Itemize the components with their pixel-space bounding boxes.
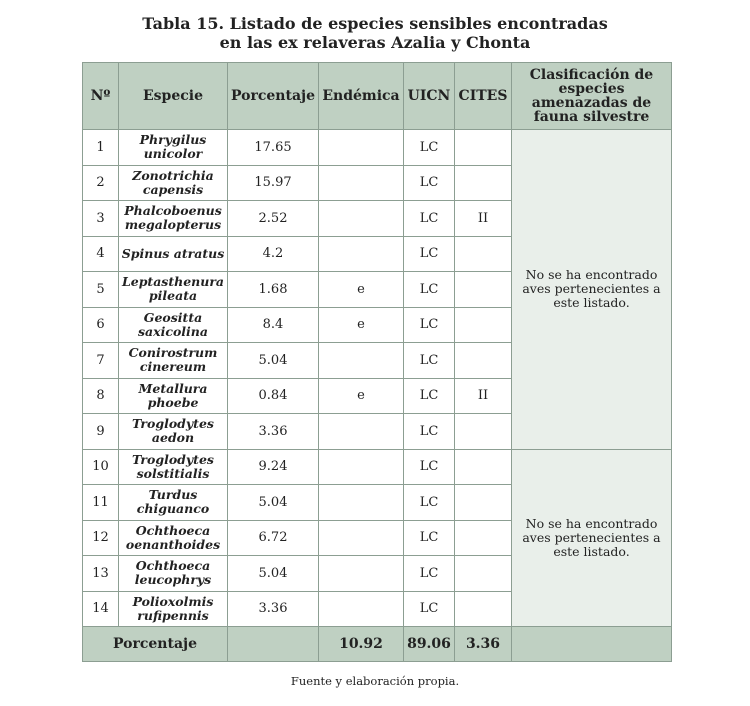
total-endemica: 10.92 — [319, 627, 404, 662]
cell-especie: Conirostrum cinereum — [119, 343, 228, 379]
cell-clasificacion: No se ha encontrado aves pertenecientes a este listado. — [512, 449, 672, 627]
cell-endemica — [319, 591, 404, 627]
cell-porcentaje: 5.04 — [228, 556, 319, 592]
cell-especie: Turdus chiguanco — [119, 485, 228, 521]
cell-especie: Troglodytes aedon — [119, 414, 228, 450]
cell-endemica — [319, 520, 404, 556]
cell-uicn: LC — [404, 165, 455, 201]
cell-especie: Phalcoboenus megalopterus — [119, 201, 228, 237]
cell-especie: Leptasthenura pileata — [119, 272, 228, 308]
cell-cites — [455, 556, 512, 592]
cell-porcentaje: 3.36 — [228, 591, 319, 627]
total-porcentaje — [228, 627, 319, 662]
cell-porcentaje: 2.52 — [228, 201, 319, 237]
header-especie: Especie — [119, 63, 228, 130]
cell-especie: Geositta saxicolina — [119, 307, 228, 343]
cell-no: 12 — [83, 520, 119, 556]
cell-endemica — [319, 236, 404, 272]
cell-clasificacion: No se ha encontrado aves pertenecientes a este listado. — [512, 130, 672, 450]
cell-cites: II — [455, 201, 512, 237]
cell-especie: Polioxolmis rufipennis — [119, 591, 228, 627]
cell-porcentaje: 9.24 — [228, 449, 319, 485]
header-clasificacion: Clasificación de especies amenazadas de fauna silvestre — [512, 63, 672, 130]
cell-endemica — [319, 343, 404, 379]
cell-uicn: LC — [404, 236, 455, 272]
cell-uicn: LC — [404, 591, 455, 627]
total-cites: 3.36 — [455, 627, 512, 662]
cell-especie: Phrygilus unicolor — [119, 130, 228, 166]
cell-endemica — [319, 414, 404, 450]
cell-no: 8 — [83, 378, 119, 414]
cell-cites — [455, 449, 512, 485]
header-cites: CITES — [455, 63, 512, 130]
cell-uicn: LC — [404, 201, 455, 237]
cell-no: 1 — [83, 130, 119, 166]
cell-uicn: LC — [404, 485, 455, 521]
cell-cites — [455, 343, 512, 379]
cell-no: 13 — [83, 556, 119, 592]
cell-endemica — [319, 556, 404, 592]
cell-cites — [455, 485, 512, 521]
cell-endemica: e — [319, 307, 404, 343]
cell-no: 3 — [83, 201, 119, 237]
cell-porcentaje: 5.04 — [228, 343, 319, 379]
cell-no: 11 — [83, 485, 119, 521]
cell-porcentaje: 6.72 — [228, 520, 319, 556]
cell-no: 2 — [83, 165, 119, 201]
table-title — [0, 14, 750, 52]
title-line-2: en las ex relaveras Azalia y Chonta — [219, 33, 531, 52]
header-porcentaje: Porcentaje — [228, 63, 319, 130]
cell-no: 14 — [83, 591, 119, 627]
cell-cites — [455, 130, 512, 166]
cell-endemica — [319, 165, 404, 201]
source-note: Fuente y elaboración propia. — [290, 674, 460, 688]
species-table — [82, 62, 672, 662]
cell-no: 5 — [83, 272, 119, 308]
cell-uicn: LC — [404, 130, 455, 166]
cell-uicn: LC — [404, 378, 455, 414]
cell-no: 10 — [83, 449, 119, 485]
cell-endemica: e — [319, 272, 404, 308]
cell-especie: Ochthoeca leucophrys — [119, 556, 228, 592]
cell-no: 6 — [83, 307, 119, 343]
cell-endemica: e — [319, 378, 404, 414]
total-label: Porcentaje — [83, 627, 228, 662]
cell-especie: Metallura phoebe — [119, 378, 228, 414]
total-uicn: 89.06 — [404, 627, 455, 662]
cell-uicn: LC — [404, 307, 455, 343]
header-uicn: UICN — [404, 63, 455, 130]
cell-cites — [455, 520, 512, 556]
cell-no: 4 — [83, 236, 119, 272]
cell-uicn: LC — [404, 414, 455, 450]
cell-cites — [455, 272, 512, 308]
header-no: Nº — [83, 63, 119, 130]
cell-porcentaje: 17.65 — [228, 130, 319, 166]
cell-porcentaje: 3.36 — [228, 414, 319, 450]
cell-uicn: LC — [404, 556, 455, 592]
cell-especie: Spinus atratus — [119, 236, 228, 272]
cell-endemica — [319, 485, 404, 521]
cell-porcentaje: 1.68 — [228, 272, 319, 308]
table-row — [83, 130, 672, 166]
header-row — [83, 63, 672, 130]
cell-endemica — [319, 201, 404, 237]
cell-endemica — [319, 130, 404, 166]
cell-endemica — [319, 449, 404, 485]
cell-uicn: LC — [404, 272, 455, 308]
cell-uicn: LC — [404, 449, 455, 485]
cell-porcentaje: 5.04 — [228, 485, 319, 521]
cell-no: 9 — [83, 414, 119, 450]
cell-especie: Ochthoeca oenanthoides — [119, 520, 228, 556]
cell-porcentaje: 0.84 — [228, 378, 319, 414]
cell-cites — [455, 591, 512, 627]
table-row — [83, 449, 672, 485]
cell-cites: II — [455, 378, 512, 414]
total-row — [83, 627, 672, 662]
total-clasificacion — [512, 627, 672, 662]
cell-cites — [455, 236, 512, 272]
cell-especie: Troglodytes solstitialis — [119, 449, 228, 485]
cell-especie: Zonotrichia capensis — [119, 165, 228, 201]
header-endemica: Endémica — [319, 63, 404, 130]
title-line-1: Tabla 15. Listado de especies sensibles encontradas — [142, 14, 608, 33]
cell-no: 7 — [83, 343, 119, 379]
cell-porcentaje: 4.2 — [228, 236, 319, 272]
cell-uicn: LC — [404, 520, 455, 556]
cell-porcentaje: 15.97 — [228, 165, 319, 201]
cell-uicn: LC — [404, 343, 455, 379]
cell-cites — [455, 165, 512, 201]
cell-cites — [455, 307, 512, 343]
cell-porcentaje: 8.4 — [228, 307, 319, 343]
cell-cites — [455, 414, 512, 450]
